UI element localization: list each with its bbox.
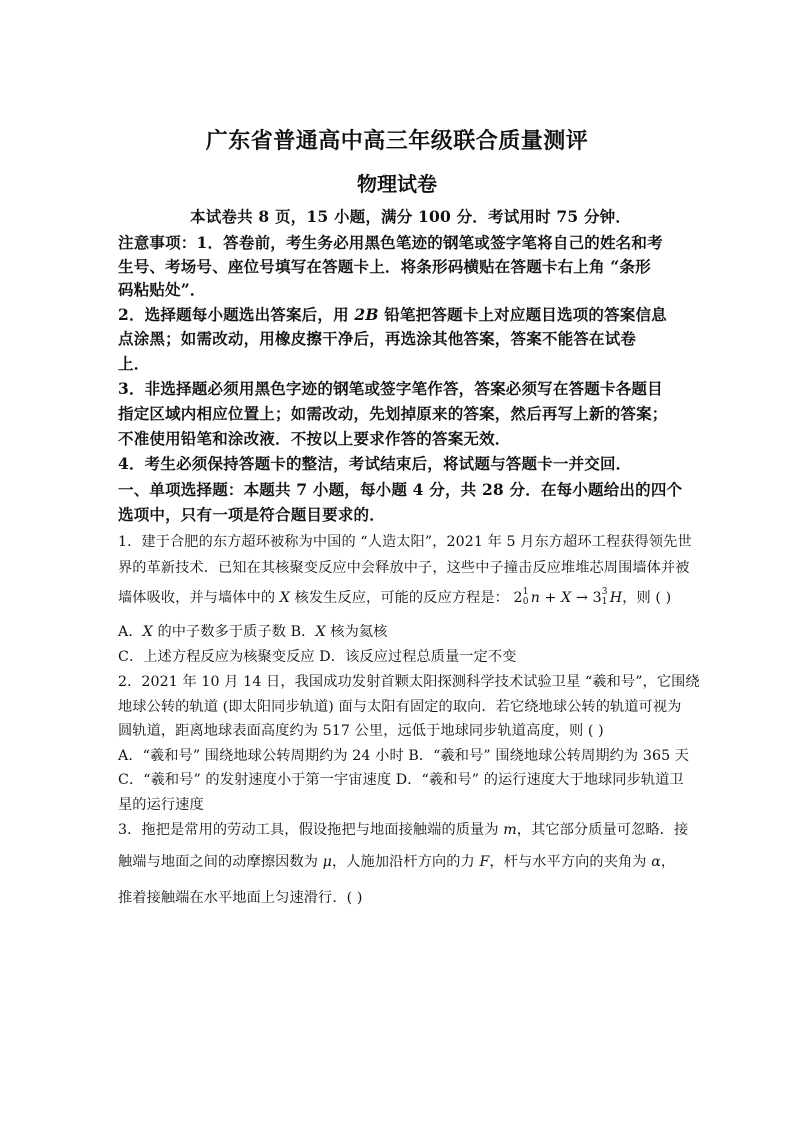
q1-option-a-label: A． [118, 624, 143, 640]
eq-plus: + [539, 590, 562, 606]
q1-line-2: 界的革新技术．已知在其核聚变反应中会释放中子，这些中子撞击反应堆堆芯周围墙体并被 [118, 560, 690, 576]
eq-neutron-indices [522, 587, 531, 607]
eq-tritium-mass-number: 3 [601, 587, 608, 597]
notes-line-8: 指定区域内相应位置上；如需改动，先划掉原来的答案，然后再写上新的答案； [118, 404, 668, 423]
q3-line-3: 推着接触端在水平地面上匀速滑行．( ) [118, 890, 363, 906]
notes-line-10: 4．考生必须保持答题卡的整洁，考试结束后，将试题与答题卡一并交回． [118, 454, 632, 473]
notes-line-9: 不准使用铅笔和涂改液．不按以上要求作答的答案无效． [118, 429, 511, 448]
notes-line-4-a: 2．选择题每小题选出答案后，用 [118, 305, 355, 324]
notes-line-1: 注意事项：1．答卷前，考生务必用黑色笔迹的钢笔或签字笔将自己的姓名和考 [118, 233, 663, 252]
eq-neutron-symbol: n [530, 590, 540, 606]
eq-tritium-symbol: H [609, 590, 623, 606]
q1-option-a-text: 的中子数多于质子数 B． [152, 624, 316, 640]
q3-symbol-f: F [479, 854, 490, 870]
reaction-equation [513, 587, 623, 607]
exam-title: 广东省普通高中高三年级联合质量测评 [205, 128, 589, 154]
q3-line-1 [118, 819, 688, 839]
eq-x-symbol: X [561, 590, 572, 606]
q1-option-a-symbol: X [142, 624, 153, 640]
section-heading-line-1: 一、单项选择题：本题共 7 小题，每小题 4 分，共 28 分．在每小题给出的四个 [118, 480, 683, 499]
eq-neutron-charge-number: 0 [522, 597, 529, 607]
q3-symbol-m: m [503, 822, 517, 838]
q2-options-d-cont: 星的运行速度 [118, 797, 204, 813]
q3-line-2-b: ，人施加沿杆方向的力 [331, 854, 480, 870]
notes-line-4-c: 铅笔把答题卡上对应题目选项的答案信息 [378, 305, 667, 324]
q3-symbol-alpha: α [651, 854, 661, 870]
q2-options-cd: C．“羲和号” 的发射速度小于第一宇宙速度 D．“羲和号” 的运行速度大于地球同步轨道卫 [118, 772, 684, 788]
q1-options-ab [118, 621, 387, 641]
notes-pencil-grade: 2B [354, 305, 379, 324]
q3-line-2-c: ，杆与水平方向的夹角为 [489, 854, 652, 870]
q1-line-3-a: 墙体吸收，并与墙体中的 [118, 590, 280, 606]
notes-line-3: 码粘贴处”． [118, 280, 206, 299]
exam-intro: 本试卷共 8 页，15 小题，满分 100 分．考试用时 75 分钟． [190, 207, 632, 226]
q1-symbol-x: X [279, 590, 290, 606]
section-heading-line-2: 选项中，只有一项是符合题目要求的． [118, 505, 385, 524]
notes-line-5: 点涂黑；如需改动，用橡皮擦干净后，再选涂其他答案，答案不能答在试卷 [118, 329, 637, 348]
eq-coefficient: 2 [513, 590, 523, 606]
eq-h-coefficient: 3 [592, 590, 602, 606]
q2-line-3: 圆轨道，距离地球表面高度约为 517 公里，远低于地球同步轨道高度，则 ( ) [118, 723, 604, 739]
notes-line-7: 3．非选择题必须用黑色字迹的钢笔或签字笔作答，答案必须写在答题卡各题目 [118, 379, 663, 398]
q1-line-1: 1．建于合肥的东方超环被称为中国的 “人造太阳”，2021 年 5 月东方超环工程获得领先世 [118, 534, 692, 550]
q3-line-2-a: 触端与地面之间的动摩擦因数为 [118, 854, 323, 870]
q2-options-ab: A．“羲和号” 围绕地球公转周期约为 24 小时 B．“羲和号” 围绕地球公转周期约为 365 天 [118, 748, 690, 764]
eq-neutron-mass-number: 1 [522, 587, 529, 597]
notes-line-6: 上． [118, 354, 150, 373]
notes-line-4 [118, 303, 667, 325]
q1-line-3 [118, 587, 671, 607]
q1-line-3-b: 核发生反应，可能的反应方程是： [289, 590, 509, 606]
q1-options-cd: C．上述方程反应为核聚变反应 D．该反应过程总质量一定不变 [118, 649, 517, 665]
q1-line-3-c: ，则 ( ) [622, 590, 672, 606]
notes-line-2: 生号、考场号、座位号填写在答题卡上．将条形码横贴在答题卡右上角 “条形 [118, 257, 651, 276]
q3-line-2 [118, 851, 675, 871]
q1-option-b-symbol: X [315, 624, 326, 640]
eq-tritium-indices [601, 587, 610, 607]
q2-line-2: 地球公转的轨道 (即太阳同步轨道) 面与太阳有固定的取向．若它绕地球公转的轨道可视为 [118, 699, 682, 715]
q1-option-b-text: 核为氦核 [325, 624, 388, 640]
q3-line-2-d: ， [660, 854, 676, 870]
q3-symbol-mu: μ [322, 854, 332, 870]
eq-tritium-charge-number: 1 [601, 597, 608, 607]
q2-line-1: 2．2021 年 10 月 14 日，我国成功发射首颗太阳探测科学技术试验卫星 “羲和号”，它围绕 [118, 674, 700, 690]
q3-line-1-a: 3．拖把是常用的劳动工具，假设拖把与地面接触端的质量为 [118, 822, 504, 838]
eq-arrow: → [571, 590, 593, 606]
q3-line-1-b: ，其它部分质量可忽略．接 [516, 822, 689, 838]
exam-subtitle: 物理试卷 [357, 172, 437, 196]
